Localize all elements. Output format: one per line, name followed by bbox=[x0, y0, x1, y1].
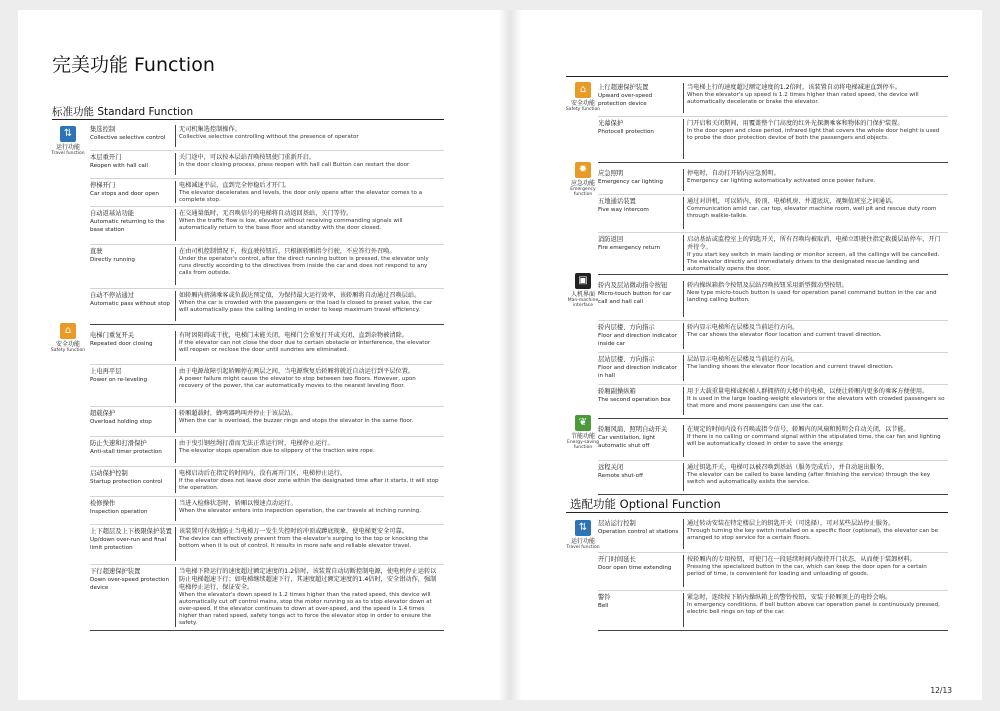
function-description: 无司机集选控制操作。 Collective selective controlling without the presence of operator bbox=[179, 126, 359, 140]
function-name: 启动保护控制 Startup protection control bbox=[90, 470, 163, 485]
screen-icon: ▣ bbox=[575, 273, 591, 289]
function-name: 远程关闭 Remote shut-off bbox=[598, 464, 643, 479]
category-emergency: ✹ 应急功能 Emergency function bbox=[570, 164, 596, 197]
function-name: 集选控制 Collective selective control bbox=[90, 126, 166, 141]
function-name: 防止失速和打滑保护 Anti-stall timer protection bbox=[90, 440, 162, 455]
function-description: 电梯减速平层，直到完全停稳后才开门。 The elevator decelerates and levels, the door only opens after the elevator comes to a complete stop. bbox=[179, 182, 423, 203]
table-row bbox=[598, 352, 948, 385]
function-name: 轿内及层站微动指令按钮 Micro-touch button for car call and hall call bbox=[598, 282, 672, 305]
function-name: 自动返基站功能 Automatic returning to the base station bbox=[90, 210, 165, 233]
function-description: 当电梯上行的速度超过额定速度的1.2倍时，该装置自动将电梯减速直到停车。 When the elevator's up speed is 1.2 times higher than rated speed, the device will automatically decelerate or brake the elevator. bbox=[687, 84, 919, 105]
function-description: 通过钥匙开关，电梯可以被召唤到基站（服务完成后），并自动退出服务。 The elevator can be called to base landing (after finishing the service) through the key switch and automatically exists the service. bbox=[687, 464, 931, 485]
table-row bbox=[90, 206, 444, 245]
function-description: 在规定的时间内没有召唤或指令信号，轿厢内的风扇和照明会自动关闭，以节能。 If there is no calling or command signal within the stipulated time, the car fan and lighting will be automatically closed in order to save the energy. bbox=[687, 426, 941, 447]
page-fold bbox=[498, 10, 522, 700]
page-number: 12/13 bbox=[930, 686, 952, 695]
function-name: 警铃 Bell bbox=[598, 594, 611, 609]
function-name: 自动不停站通过 Automatic pass without stop bbox=[90, 292, 170, 307]
table-row bbox=[598, 590, 948, 631]
function-description: 如轿厢内挤满乘客或负载达预定值，为保持最大运行效率，该轿厢将自动通过召唤层站。 When the car is crowded with the passengers or the load is closed to preset value, the car will automatically pass the calling landing in order to keep maximum travel efficiency. bbox=[179, 292, 433, 313]
table-row bbox=[598, 320, 948, 353]
page bbox=[18, 10, 982, 700]
table-row bbox=[598, 552, 948, 591]
function-description: 轿内操纵箱指令按钮及层站召唤按钮采用新型微动型按钮。 New type micro-touch button is used for operation panel command button in the car and landing calling button. bbox=[687, 282, 937, 303]
table-row bbox=[598, 232, 948, 275]
function-name: 上行超速保护装置 Upward over-speed protection device bbox=[598, 84, 653, 107]
table-row bbox=[90, 178, 444, 207]
function-description: 层站显示电梯所在层楼及当前运行方向。 The landing shows the elevator floor location and current travel direction. bbox=[687, 356, 894, 370]
table-row bbox=[90, 436, 444, 467]
function-name: 五地通话装置 Five way intercom bbox=[598, 198, 649, 213]
standard-function-title: 标准功能 Standard Function bbox=[52, 106, 194, 118]
function-description: 门开启和关闭期间，用覆盖整个门高度的红外光探测乘客和物体的门保护装置。 In the door open and close period, infrared light that covers the whole door height is used to probe the door protection device of both the passengers and objects. bbox=[687, 120, 940, 141]
function-name: 检修操作 Inspection operation bbox=[90, 500, 148, 515]
category-safety-right: ⌂ 安全功能 Safety function bbox=[565, 84, 601, 112]
safety-house-icon: ⌂ bbox=[575, 82, 591, 98]
table-row bbox=[90, 524, 444, 565]
function-description: 紧急时，连续按下轿内操纵箱上的警铃按钮，安装于轿厢顶上的电铃会响。 In emergency conditions, if bell button above car operation panel is continuously pressed, electric bell rings on top of the car. bbox=[687, 594, 940, 615]
function-name: 下行超速保护装置 Down over-speed protection device bbox=[90, 568, 170, 591]
function-description: 用于大载重量电梯或候梯人群拥挤的大楼中的电梯，以便让轿厢内更多的乘客方便使用。 It is used in the large loading-weight elevators or the elevators with crowded passengers so that more and more passengers can use the car. bbox=[687, 388, 945, 409]
function-name: 消防返回 Fire emergency return bbox=[598, 236, 661, 251]
table-row bbox=[90, 364, 444, 407]
function-name: 层站层楼、方向指示 Floor and direction indicator in hall bbox=[598, 356, 677, 379]
function-name: 上下超层及上下极限保护装置 Up/down over-run and final limit protection bbox=[90, 528, 172, 551]
table-row bbox=[598, 194, 948, 233]
table-row bbox=[90, 564, 444, 631]
function-name: 应急照明 Emergency car lighting bbox=[598, 170, 663, 185]
table-row bbox=[598, 166, 948, 195]
function-description: 轿厢超载时，蜂鸣器鸣叫并停止于该层站。 When the car is overload, the buzzer rings and stops the elevator in the same floor. bbox=[179, 410, 414, 424]
function-description: 停电时，自动打开轿内应急照明。 Emergency car lighting automatically activated once power failure. bbox=[687, 170, 876, 184]
table-row bbox=[90, 328, 444, 365]
category-travel: ⇅ 运行功能 Travel function bbox=[51, 128, 85, 156]
function-name: 上电再平层 Power on re-leveling bbox=[90, 368, 148, 383]
function-description: 当电梯下降运行的速度超过额定速度的1.2倍时，该装置自动切断控制电源，使电机停止运转以防止电梯超速下行；如电梯继续超速下行，其速度超过额定速度的1.4倍时，安全钳动作，强制电梯停止运行，保证安全。 When the elevator's down speed is 1.2 times higher than the rated speed, this device will automatically cut off control mains, stop the motor running so as to stop elevator down at over-speed. If the elevator continues to down at over-speed, and the speed is 1.4 times higher than rated speed, safety tongs act to force the elevator stop in order to ensure the safety. bbox=[179, 568, 437, 626]
function-name: 开门时间延长 Door open time extending bbox=[598, 556, 672, 571]
function-description: 通过对讲机，可以轿内、轿顶、电梯机房、井道底坑、视频值班室之间通话。 Communication amid car, car top, elevator machine room, well pit and rescue duty room through walkie-talkie. bbox=[687, 198, 937, 219]
function-name: 停梯开门 Car stops and door open bbox=[90, 182, 159, 197]
function-name: 本层重开门 Reopen with hall call bbox=[90, 154, 148, 169]
table-row bbox=[90, 496, 444, 525]
table-row bbox=[90, 466, 444, 497]
function-description: 在由司机控制情况下，按直驶按钮后，只根据轿厢指令行驶，不应答行外召唤。 Under the operator's control, after the direct running button is pressed, the elevator only runs directly according to the directives from inside the car and does not respond to any calls from outside. bbox=[179, 248, 429, 276]
function-name: 轿厢风扇、照明自动开关 Car ventilation, light automatic shut off bbox=[598, 426, 668, 449]
function-description: 按轿厢内的专用按钮，可使门在一段延续时间内保持开门状态，从而便于装卸材料。 Pressing the specialized button in the car, which can keep the door open for a certain period of time, is convenient for loading and unloading of goods. bbox=[687, 556, 927, 577]
function-name: 直驶 Directly running bbox=[90, 248, 135, 263]
optional-function-title: 选配功能 Optional Function bbox=[570, 497, 721, 511]
page-title: 完美功能 Function bbox=[52, 54, 215, 76]
function-description: 由于电源故障引起轿厢停在两层之间，当电源恢复后轿厢将就近自动运行到平层位置。 A power failure might cause the elevator to stop between two floors. However, upon recovery of the power, the car automatically moves to the nearest leveling floor. bbox=[179, 368, 416, 389]
function-description: 当进入检修状态时，轿厢以慢速点动运行。 When the elevator enters into inspection operation, the car travels at inching running. bbox=[179, 500, 422, 514]
function-name: 光幕保护 Photocell protection bbox=[598, 120, 654, 135]
function-description: 在交通量低时，无召唤信号的电梯将自动返回基站，关门等待。 When the traffic flow is low, elevator without receiving commanding signals will automatically return to the base floor and standby with the door closed. bbox=[179, 210, 403, 231]
category-energy: ❦ 节能功能 Energy-saving function bbox=[566, 417, 600, 450]
table-row bbox=[598, 80, 948, 117]
table-row bbox=[598, 460, 948, 495]
table-row bbox=[598, 422, 948, 461]
leaf-icon: ❦ bbox=[575, 415, 591, 431]
table-row bbox=[90, 122, 444, 151]
table-row bbox=[598, 116, 948, 163]
category-safety: ⌂ 安全功能 Safety function bbox=[50, 325, 86, 353]
function-name: 层站运行控制 Operation control at stations bbox=[598, 520, 679, 535]
function-name: 超载保护 Overload holding stop bbox=[90, 410, 152, 425]
category-hmi: ▣ 人机界面 Man-machine interface bbox=[567, 275, 599, 308]
right-top-rule bbox=[566, 76, 948, 77]
optional-title-rule bbox=[566, 512, 948, 513]
function-description: 该装置可有效地防止当电梯万一发生失控时的冲顶或蹲底现象，使电梯更安全可靠。 The device can effectively prevent from the elevator's surging to the top or knocking the bottom when it is out of control. It results in more safe and reliable elevator travel. bbox=[179, 528, 429, 549]
emergency-lamp-icon: ✹ bbox=[575, 162, 591, 178]
table-row bbox=[90, 244, 444, 289]
function-description: 有时因阻碍或干扰，电梯门未能关闭，电梯门会重复打开或关闭，直到杂物被清除。 If the elevator can not close the door due to certain obstacle or interference, the elevator will reopen or reclose the door until sundries are eliminated. bbox=[179, 332, 431, 353]
elevator-travel-icon: ⇅ bbox=[60, 126, 76, 142]
function-description: 通过转动安装在特定楼层上的钥匙开关（可选择），可对某些层站停止服务。 Through turning the key switch installed on a specific floor (optional), the elevator can be arranged to stop service for a certain floors. bbox=[687, 520, 939, 541]
table-row bbox=[90, 150, 444, 179]
table-row bbox=[90, 288, 444, 325]
function-description: 由于曳引钢丝绳打滑而无法正常运行时，电梯停止运行。 The elevator stops operation due to slippery of the traction wire rope. bbox=[179, 440, 375, 454]
elevator-travel-icon: ⇅ bbox=[575, 520, 591, 536]
safety-house-icon: ⌂ bbox=[60, 323, 76, 339]
function-description: 启动基站或监控室上的钥匙开关，所有召唤均被取消，电梯立即驶往指定救援层站停车，开门并待令。 If you start key switch in main landing or monitor screen, all the callings will be cancelled. The elevator directly and immediately drives to the designated rescue landing and automatically opens the door. bbox=[687, 236, 941, 272]
table-row bbox=[598, 384, 948, 419]
function-name: 电梯门重复开关 Repeated door closing bbox=[90, 332, 153, 347]
category-optional-travel: ⇅ 运行功能 Travel function bbox=[566, 522, 600, 550]
function-description: 电梯启动后在指定的时间内，没有离开门区，电梯停止运行。 If the elevator does not leave door zone within the designated time after it starts, it will stop the operation. bbox=[179, 470, 439, 491]
table-row bbox=[90, 406, 444, 437]
function-description: 关门途中，可以按本层站召唤按钮使门重新开启。 In the door closing process, press reopen with hall call Button can restart the door bbox=[179, 154, 410, 168]
function-name: 轿厢副操纵箱 The second operation box bbox=[598, 388, 671, 403]
table-row bbox=[598, 516, 948, 553]
table-row bbox=[598, 278, 948, 321]
standard-title-rule bbox=[52, 119, 444, 120]
function-description: 轿内显示电梯所在层楼及当前运行方向。 The car shows the elevator floor location and current travel direction. bbox=[687, 324, 882, 338]
function-name: 轿内层楼、方向指示 Floor and direction indicator inside car bbox=[598, 324, 677, 347]
